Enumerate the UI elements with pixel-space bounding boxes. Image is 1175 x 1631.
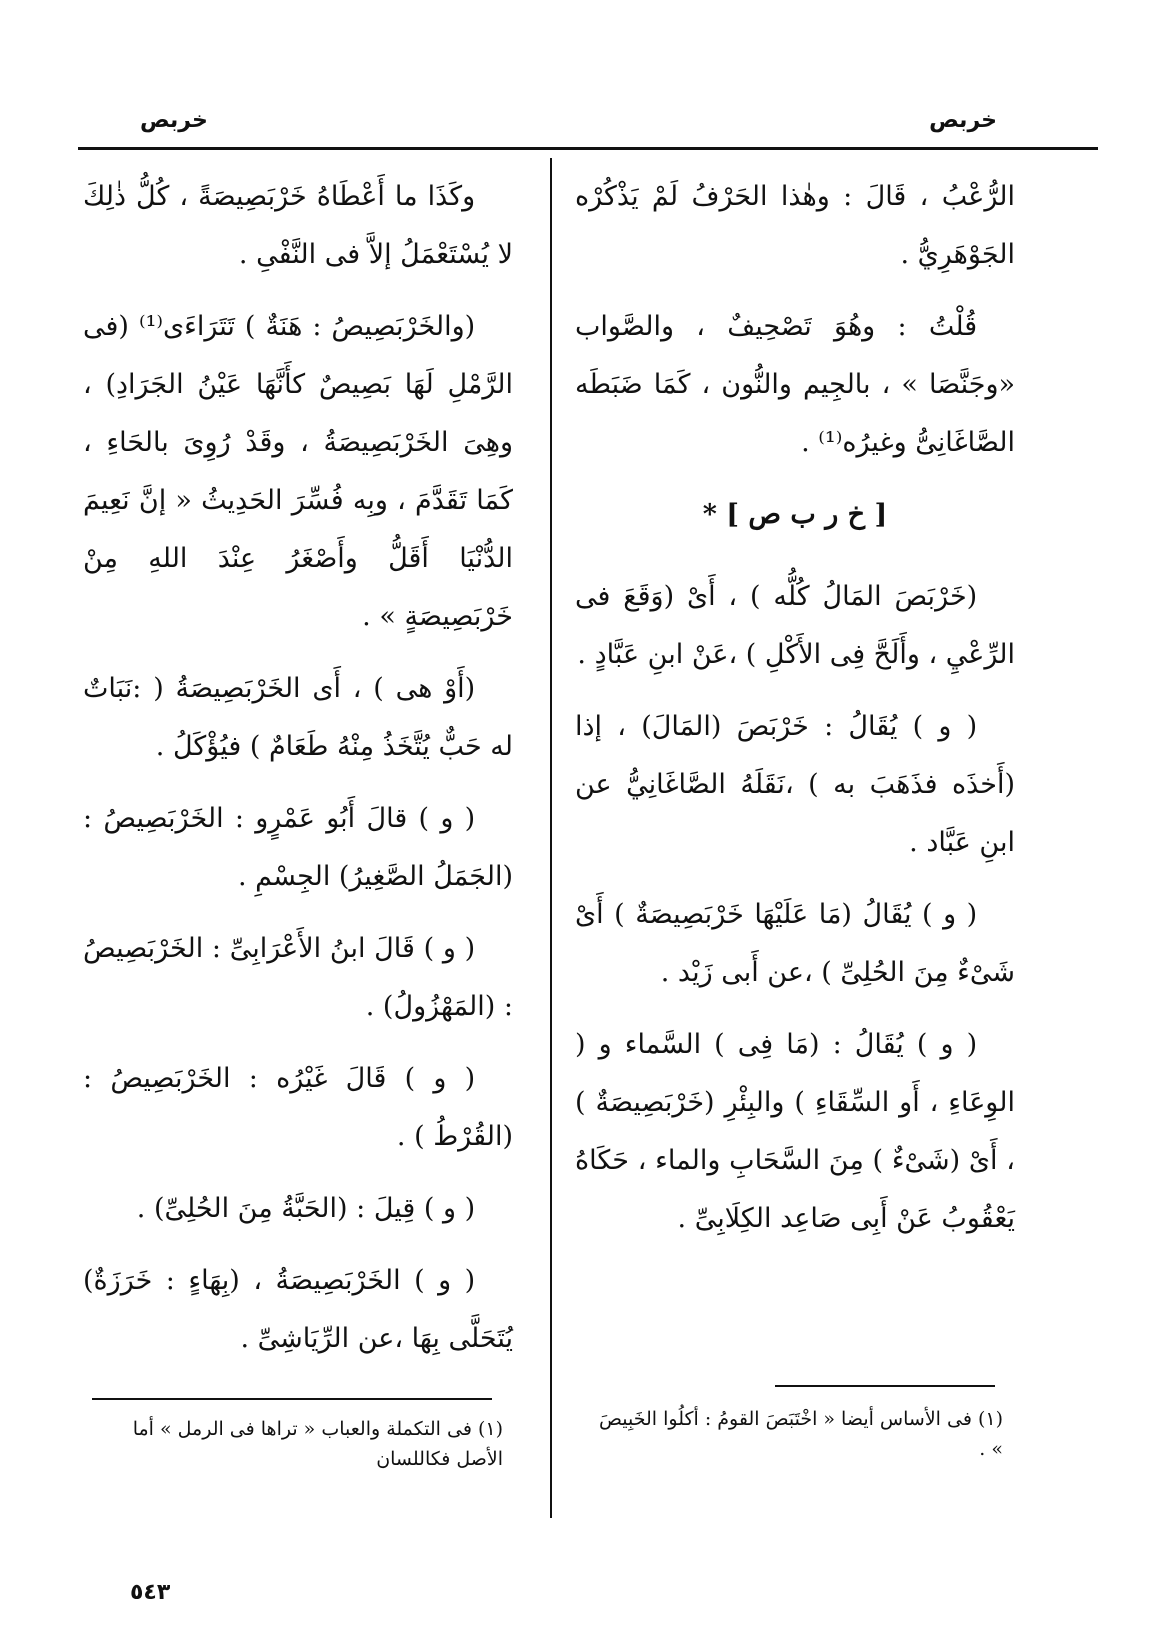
left-para-6: ( و ) قَالَ غَيْرُه : الخَرْبَصِيصُ : (القُرْطُ ) . [83, 1063, 513, 1152]
header-rule [78, 147, 1098, 150]
left-para-8: ( و ) الخَرْبَصِيصَةُ ، (بِهَاءٍ : خَرَزَةٌ) يُتَحَلَّى بِهَا ،عن الرِّيَاشِىِّ . [83, 1265, 513, 1354]
left-para-3: (أَوْ هى ) ، أَى الخَرْبَصِيصَةُ ( :نَبَاتٌ له حَبٌّ يُتَّخَذُ مِنْهُ طَعَامٌ ) فيُؤْكَلُ . [83, 673, 513, 762]
right-para-3: (خَرْبَصَ المَالُ كُلُّه ) ، أَىْ (وَقَعَ فى الرِّعْيِ ، وأَلَحَّ فِى الأَكْلِ ) ،عَنْ ابنِ عَبَّادٍ . [575, 581, 1015, 670]
left-para-2: (والخَرْبَصِيصُ : هَنَةٌ ) تَتَرَاءَى⁽¹⁾ (فى الرَّمْلِ لَهَا بَصِيصٌ كأَنَّهَا عَيْنُ الجَرَادِ) ، وهِىَ الخَرْبَصِيصَةُ ، وقَدْ رُوِىَ بالحَاءِ ، كَمَا تَقَدَّمَ ، وبِه فُسِّرَ الحَدِيثُ « إنَّ نَعِيمَ الدُّنْيَا أَقَلُّ وأَصْغَرُ عِنْدَ اللهِ مِنْ خَرْبَصِيصَةٍ » . [83, 311, 513, 632]
left-column [83, 168, 513, 1382]
entry-heading-khrbs: [ خ ر ب ص ] * [702, 499, 888, 530]
right-para-6: ( و ) يُقَالُ : (مَا فِى ) السَّماء و ( الوِعَاءِ ، أَو السِّقَاءِ ) والبِئْرِ (خَرْبَصِيصَةٌ ) ، أَىْ (شَىْءٌ ) مِنَ السَّحَابِ والماء ، حَكَاهُ يَعْقُوبُ عَنْ أَبِى صَاعِد الكِلَابِىِّ . [575, 1029, 1015, 1234]
right-para-1: الرُّعْبُ ، قَالَ : وهٰذا الحَرْفُ لَمْ يَذْكُرْه الجَوْهَرِيُّ . [575, 181, 1015, 270]
left-para-1: وكَذَا ما أَعْطَاهُ خَرْبَصِيصَةً ، كُلُّ ذٰلِكَ لا يُسْتَعْمَلُ إلاَّ فى النَّفْىِ . [83, 181, 513, 270]
right-column [575, 168, 1015, 1262]
footnote-rule-left [92, 1398, 492, 1400]
page-number: ٥٤٣ [130, 1580, 171, 1605]
running-head-left: خربص [140, 108, 208, 133]
footnote-rule-right [775, 1385, 995, 1387]
footnote-left: (١) فى التكملة والعباب « تراها فى الرمل » أما الأصل فكاللسان [132, 1418, 503, 1470]
left-para-5: ( و ) قَالَ ابنُ الأَعْرَابِىِّ : الخَرْبَصِيصُ : (المَهْزُولُ) . [83, 933, 513, 1022]
right-para-2: قُلْتُ : وهُوَ تَصْحِيفٌ ، والصَّواب «وجَنَّصَا » ، بالجِيم والنُّون ، كَمَا ضَبَطَه الصَّاغَانِىُّ وغيرُه⁽¹⁾ . [575, 311, 1015, 458]
left-para-4: ( و ) قالَ أَبُو عَمْرٍو : الخَرْبَصِيصُ : (الجَمَلُ الصَّغِيرُ) الجِسْمِ . [83, 803, 513, 892]
left-para-7: ( و ) قِيلَ : (الحَبَّةُ مِنَ الحُلِىِّ) . [136, 1193, 476, 1224]
footnote-right: (١) فى الأساس أيضا « اخْتَبَصَ القومُ : أكلُوا الخَبِيصَ » . [598, 1408, 1003, 1460]
right-para-4: ( و ) يُقَالُ : خَرْبَصَ (المَالَ) ، إذا (أَخذَه فذَهَبَ به ) ،نَقَلَهُ الصَّاغَانِيُّ عن ابنِ عَبَّاد . [575, 711, 1015, 858]
column-divider [550, 158, 552, 1518]
running-head-right: خربص [929, 108, 997, 133]
right-para-5: ( و ) يُقَالُ (مَا عَلَيْهَا خَرْبَصِيصَةٌ ) أَىْ شَىْءٌ مِنَ الحُلِىِّ ) ،عن أَبى زَيْد . [575, 899, 1015, 988]
